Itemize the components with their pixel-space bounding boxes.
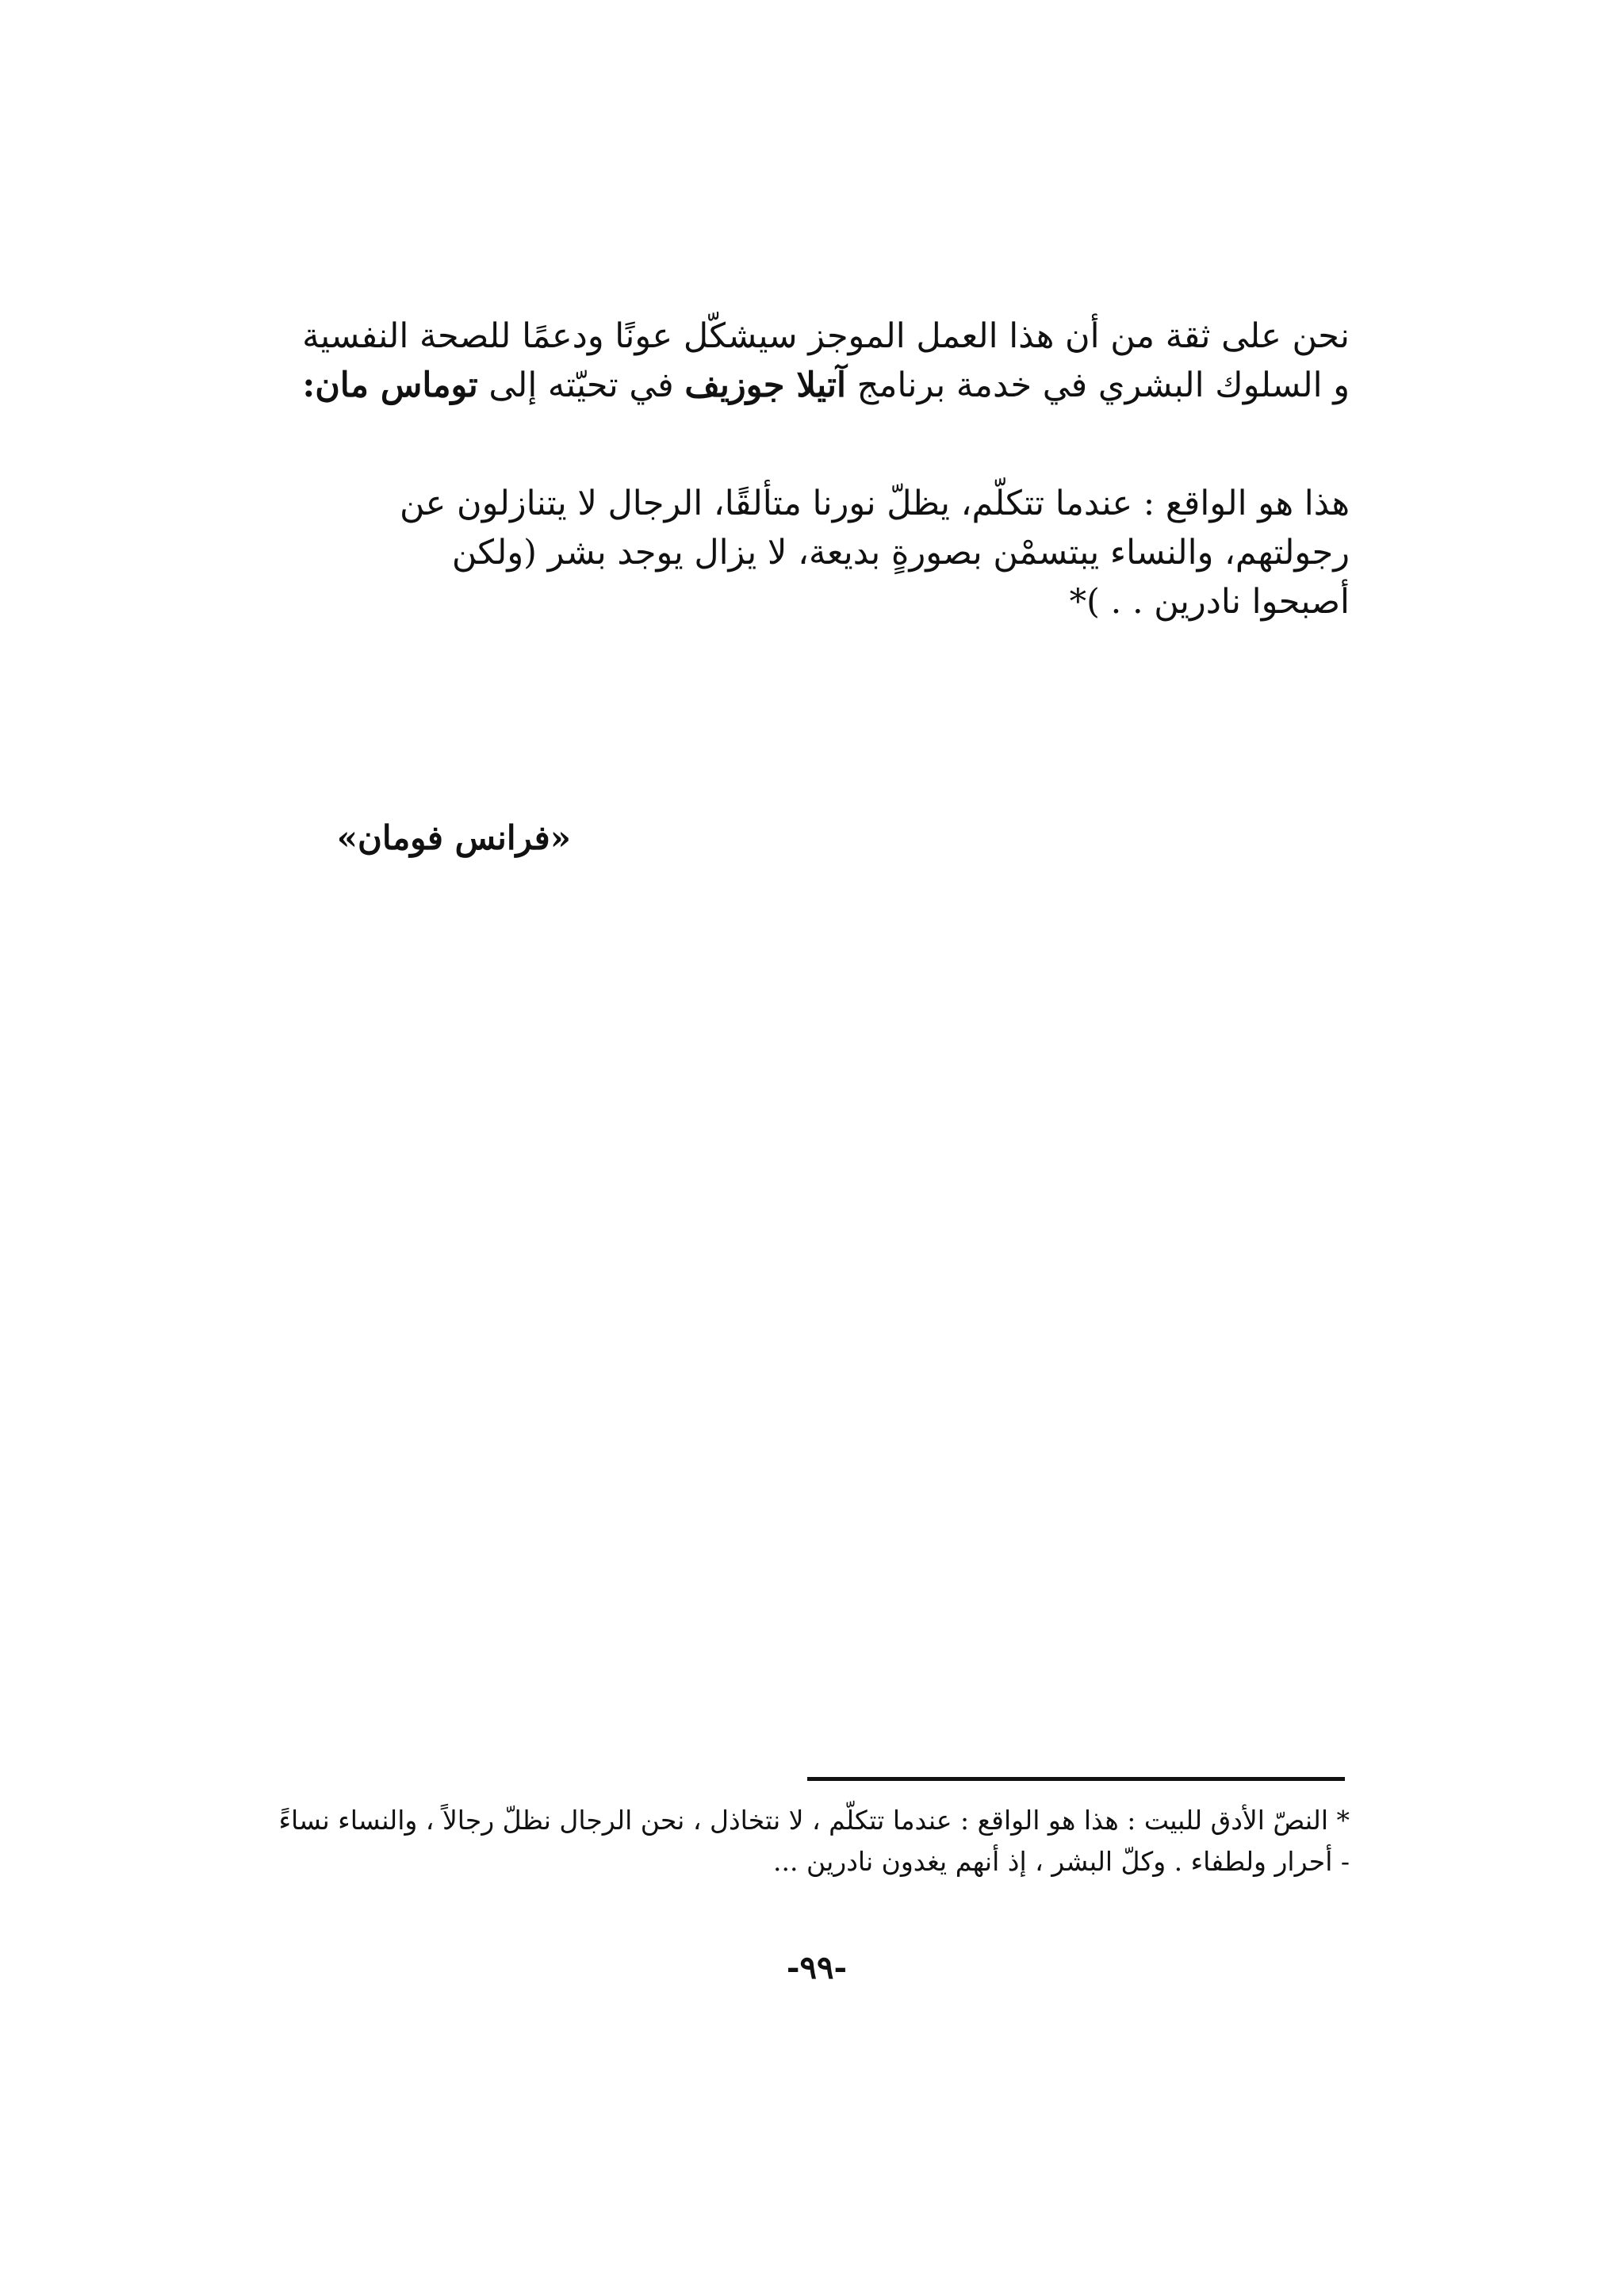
intro-line-1: نحن على ثقة من أن هذا العمل الموجز سيشكّل عونًا ودعمًا للصحة النفسية: [302, 316, 1350, 356]
intro-line-2: [279, 361, 1350, 410]
recipient-name: توماس مان:: [302, 366, 478, 405]
footnote-line-2: - أحرار ولطفاء . وكلّ البشر ، إذ أنهم يغدون نادرين ...: [773, 1846, 1350, 1877]
footnote: [279, 1800, 1350, 1882]
signature: «فرانس فومان»: [336, 818, 571, 857]
intro-paragraph: [279, 312, 1350, 410]
quote-line-1: هذا هو الواقع : عندما تتكلّم، يظلّ نورنا متألقًا، الرجال لا يتنازلون عن: [399, 484, 1350, 523]
footnote-line-1: * النصّ الأدق للبيت : هذا هو الواقع : عندما تتكلّم ، لا نتخاذل ، نحن الرجال نظلّ رجالاً ، والنساء نساءً: [278, 1805, 1350, 1836]
quote-paragraph: [279, 479, 1350, 626]
poet-name: آتيلا جوزيف: [684, 366, 846, 405]
intro-line-2-mid: في تحيّته إلى: [488, 366, 674, 405]
footnote-divider: [807, 1777, 1345, 1781]
quote-line-2: رجولتهم، والنساء يبتسمْن بصورةٍ بديعة، لا يزال يوجد بشر (ولكن: [451, 533, 1350, 572]
intro-line-2-start: و السلوك البشري في خدمة برنامج: [856, 366, 1350, 405]
page-number: -٩٩-: [786, 1949, 848, 1986]
quote-line-3: أصبحوا نادرين . . )*: [1069, 582, 1350, 622]
